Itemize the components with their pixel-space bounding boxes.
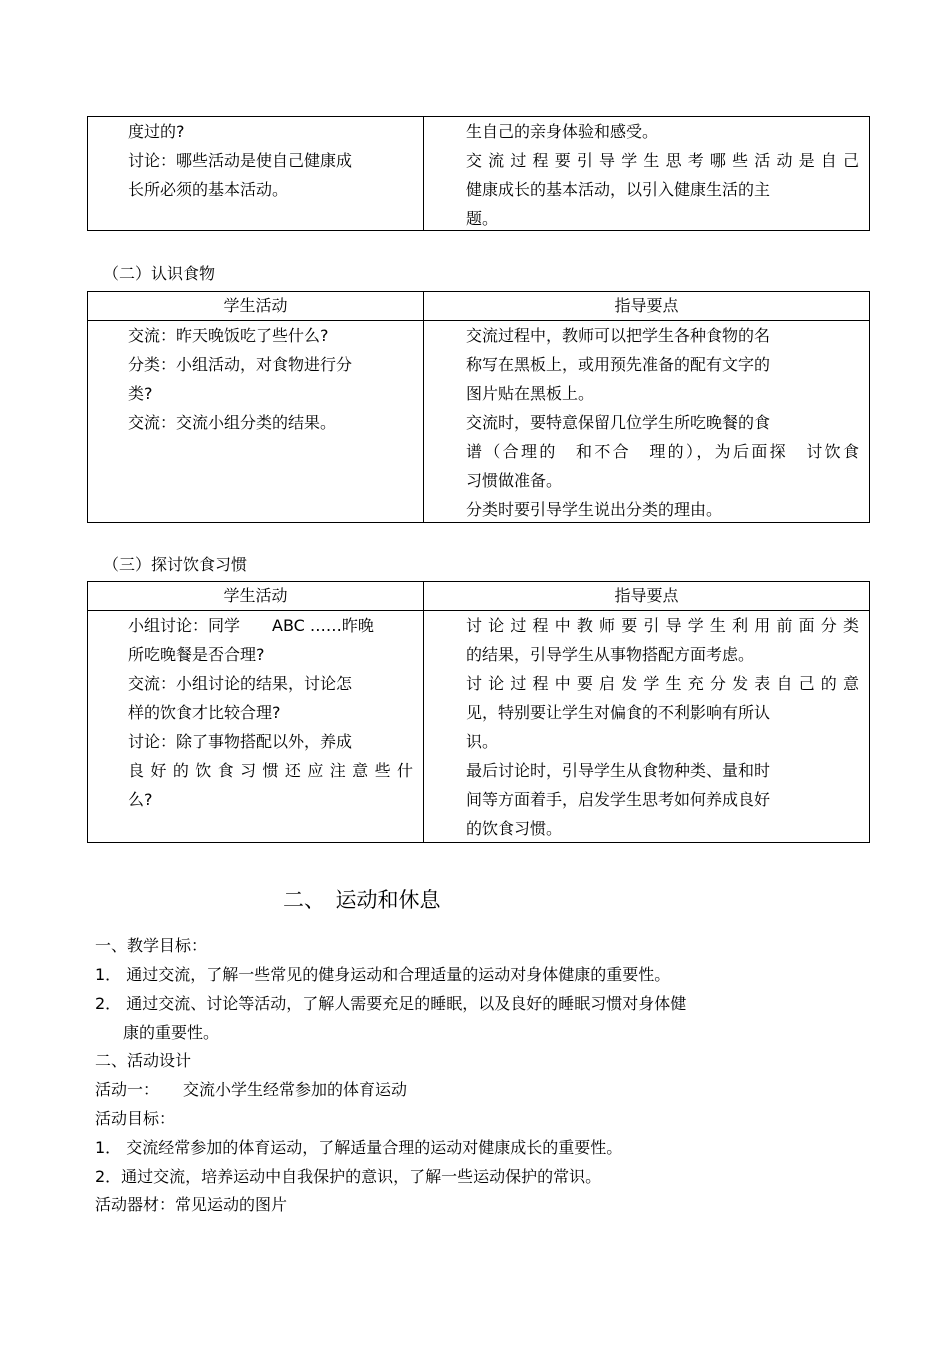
cell-line: 小组讨论：同学 ABC ……昨晚 [128, 616, 374, 635]
cell-line: 习惯做准备。 [466, 471, 563, 490]
cell-line: 交流：昨天晚饭吃了些什么? [128, 326, 329, 345]
cell-line: 交流过程中，教师可以把学生各种食物的名 [466, 326, 771, 345]
guidance-cell [424, 611, 869, 842]
column-header: 指导要点 [614, 296, 679, 315]
table-header-row [88, 292, 869, 321]
cell-line: 见，特别要让学生对偏食的不利影响有所认 [466, 703, 771, 722]
objectives-heading: 一、教学目标： [95, 936, 208, 955]
cell-line: 分类：小组活动，对食物进行分 [128, 355, 353, 374]
cell-line: 交流过程要引导学生思考哪些活动是自己 [466, 151, 859, 170]
chapter-title: 二、 运动和休息 [283, 888, 441, 912]
guidance-cell [424, 321, 869, 522]
cell-line: 交流时，要特意保留几位学生所吃晚餐的食 [466, 413, 771, 432]
cell-line: 所吃晚餐是否合理? [128, 645, 265, 664]
eating-habits-table [87, 581, 870, 843]
materials-line: 活动器材：常见运动的图片 [95, 1195, 288, 1214]
section-heading: （二）认识食物 [103, 264, 216, 283]
objective-item: 1． 通过交流，了解一些常见的健身运动和合理适量的运动对身体健康的重要性。 [95, 965, 671, 984]
table-header-row [88, 582, 869, 611]
student-activity-cell [88, 321, 424, 522]
table-row [88, 611, 869, 842]
student-activity-cell [88, 611, 424, 842]
cell-line: 谱（合理的 和不合 理的），为后面探 讨饮食 [466, 442, 859, 461]
column-header: 学生活动 [88, 582, 424, 610]
cell-line: 间等方面着手，启发学生思考如何养成良好 [466, 790, 771, 809]
cell-line: 良好的饮食习惯还应注意些什 [128, 761, 413, 780]
cell-line: 最后讨论时，引导学生从食物种类、量和时 [466, 761, 771, 780]
cell-line: 题。 [466, 209, 499, 228]
cell-line: 称写在黑板上，或用预先准备的配有文字的 [466, 355, 771, 374]
guidance-cell [424, 117, 869, 230]
column-header: 指导要点 [614, 586, 679, 605]
cell-line: 交流：交流小组分类的结果。 [128, 413, 337, 432]
cell-line: 的结果，引导学生从事物搭配方面考虑。 [466, 645, 755, 664]
cell-line: 的饮食习惯。 [466, 819, 563, 838]
table-row [88, 321, 869, 522]
activity-goals-heading: 活动目标： [95, 1109, 176, 1128]
cell-line: 长所必须的基本活动。 [128, 180, 289, 199]
cell-line: 样的饮食才比较合理? [128, 703, 281, 722]
cell-line: 生自己的亲身体验和感受。 [466, 122, 659, 141]
activity-design-heading: 二、活动设计 [95, 1051, 192, 1070]
table-row [88, 117, 869, 230]
objective-item-continuation: 康的重要性。 [123, 1023, 220, 1042]
cell-line: 么? [128, 790, 153, 809]
cell-line: 分类时要引导学生说出分类的理由。 [466, 500, 723, 519]
cell-line: 健康成长的基本活动，以引入健康生活的主 [466, 180, 771, 199]
cell-line: 交流：小组讨论的结果，讨论怎 [128, 674, 353, 693]
goal-item: 1． 交流经常参加的体育运动，了解适量合理的运动对健康成长的重要性。 [95, 1138, 623, 1157]
cell-line: 讨论：除了事物搭配以外，养成 [128, 732, 353, 751]
objective-item: 2． 通过交流、讨论等活动，了解人需要充足的睡眠，以及良好的睡眠习惯对身体健 [95, 994, 687, 1013]
cell-line: 图片贴在黑板上。 [466, 384, 595, 403]
cell-line: 识。 [466, 732, 499, 751]
cell-line: 类? [128, 384, 153, 403]
cell-line: 讨论过程中教师要引导学生利用前面分类 [466, 616, 859, 635]
cell-line: 讨论：哪些活动是使自己健康成 [128, 151, 353, 170]
cell-line: 度过的? [128, 122, 185, 141]
student-activity-cell [88, 117, 424, 230]
section-heading: （三）探讨饮食习惯 [103, 555, 248, 574]
cell-line: 讨论过程中要启发学生充分发表自己的意 [466, 674, 859, 693]
activity-title: 活动一： 交流小学生经常参加的体育运动 [95, 1080, 408, 1099]
food-table [87, 291, 870, 523]
column-header: 学生活动 [88, 292, 424, 320]
goal-item: 2．通过交流，培养运动中自我保护的意识，了解一些运动保护的常识。 [95, 1167, 602, 1186]
continuation-table [87, 116, 870, 231]
